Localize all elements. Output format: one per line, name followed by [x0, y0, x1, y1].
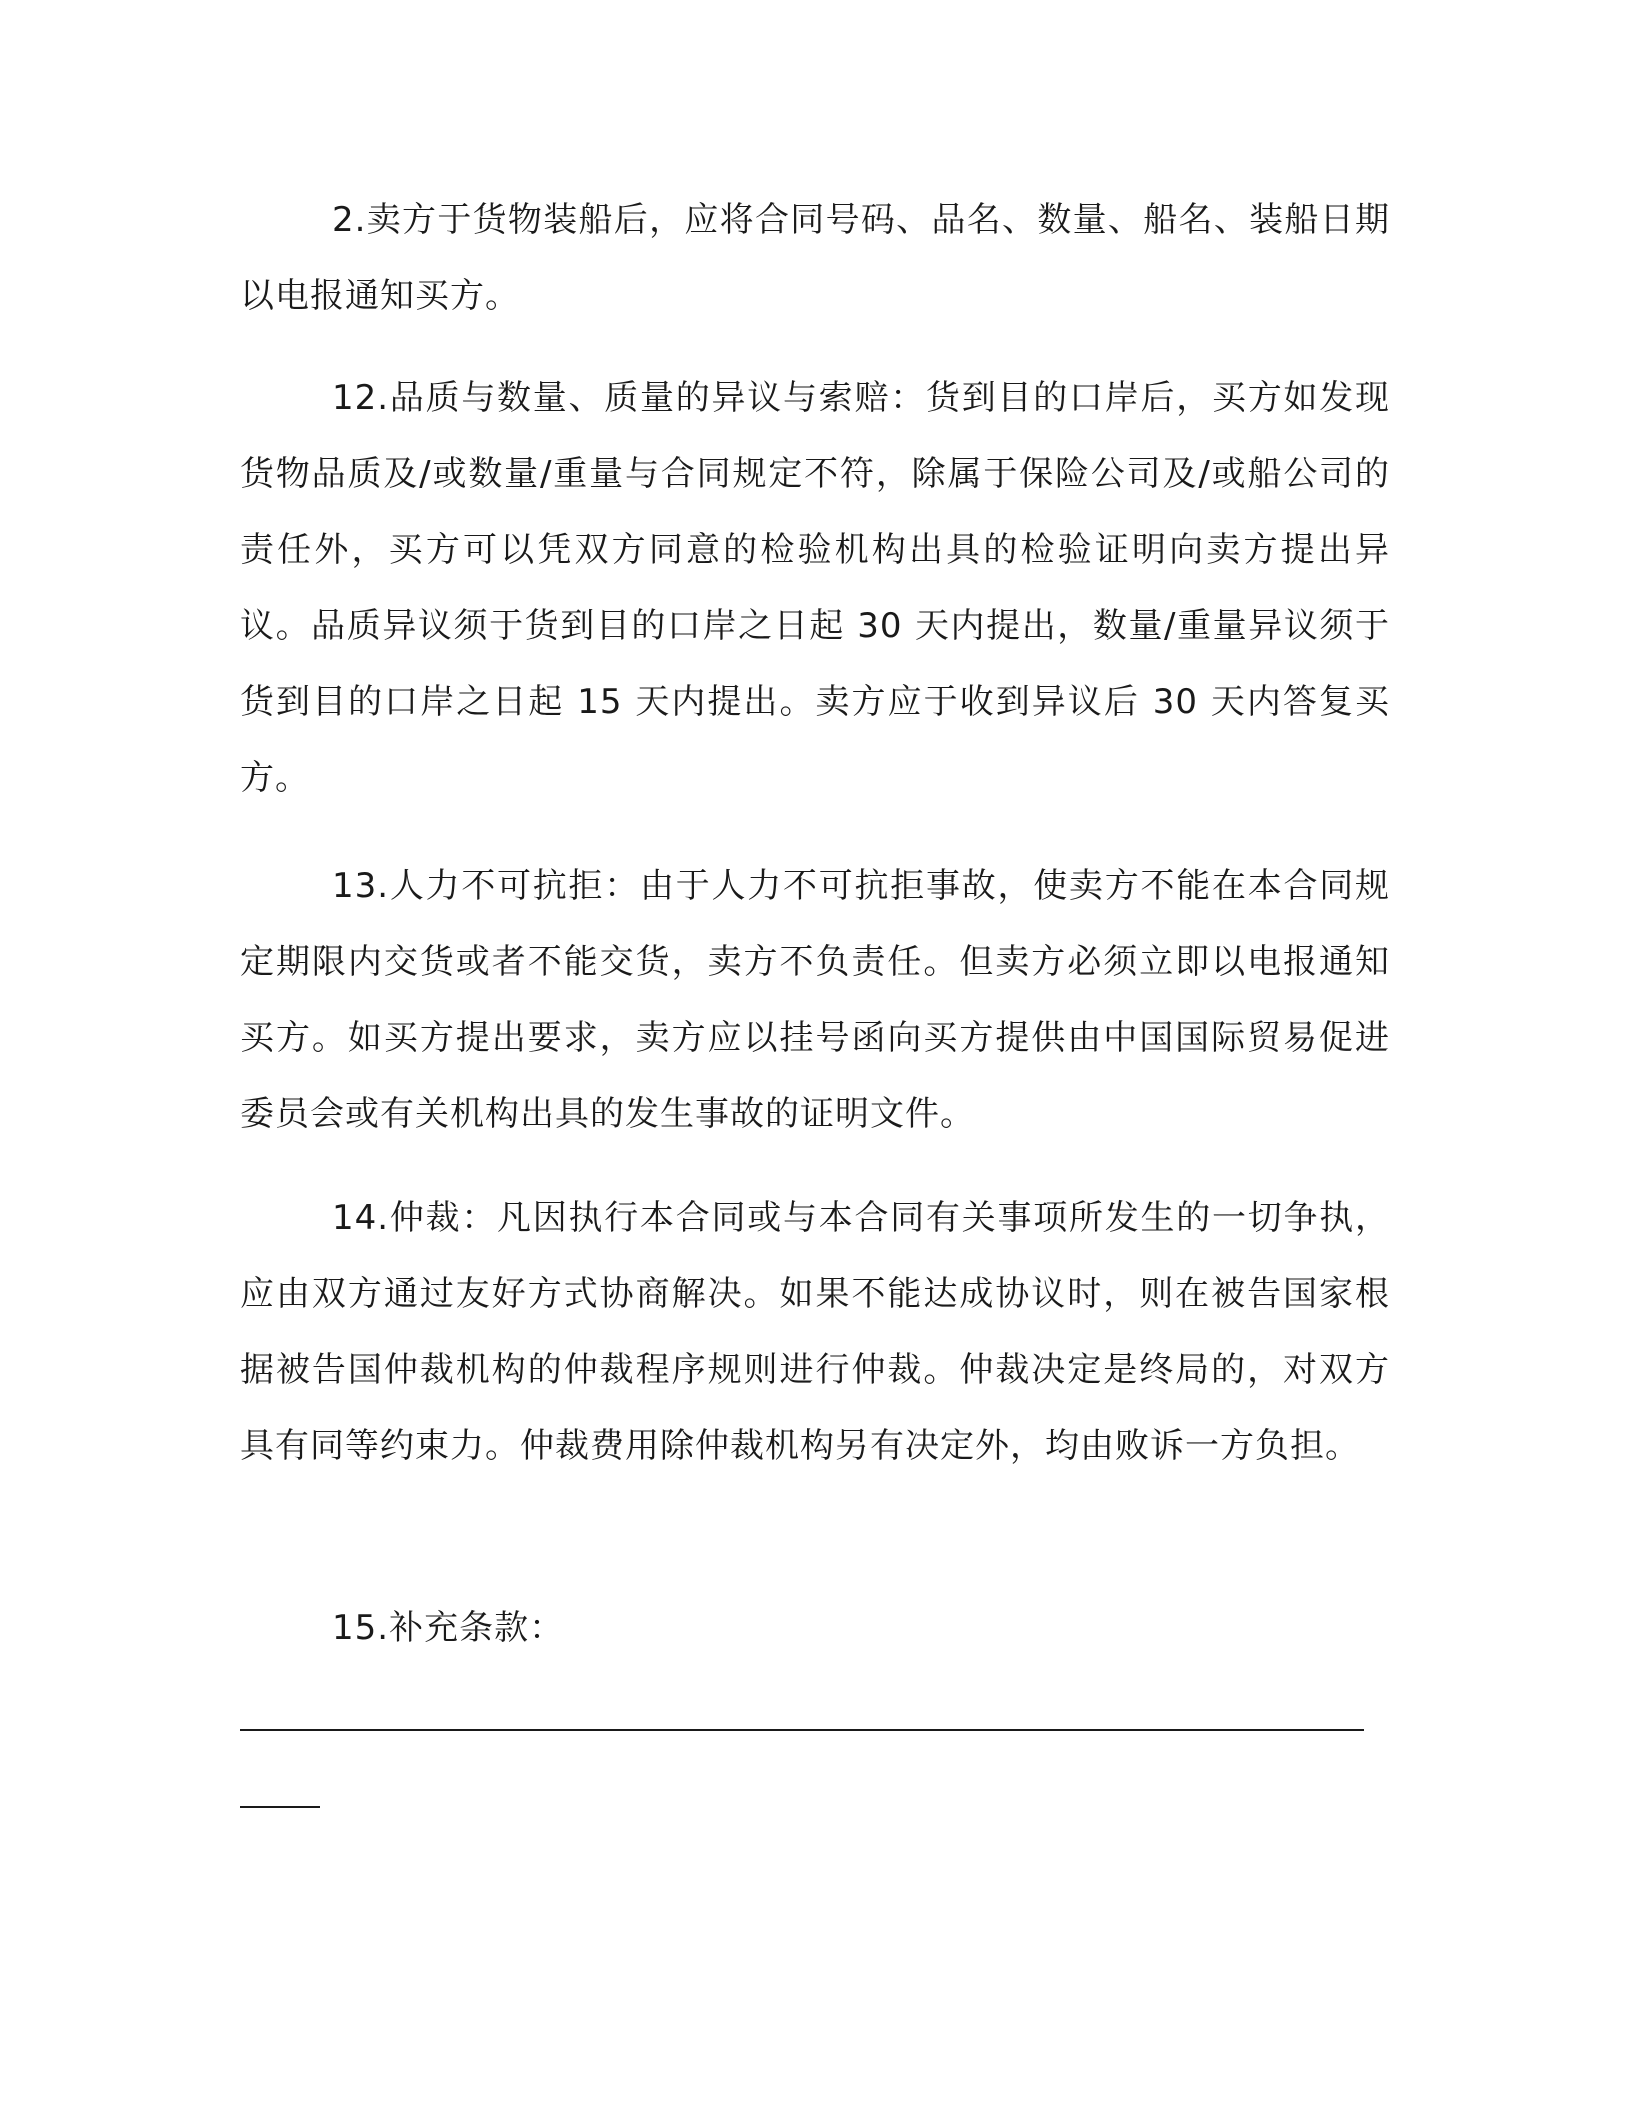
clause-12-paragraph: 12.品质与数量、质量的异议与索赔：货到目的口岸后，买方如发现货物品质及/或数量/重量与合同规定不符，除属于保险公司及/或船公司的责任外，买方可以凭双方同意的检验机构出具的检验证明向卖方提出异议。品质异议须于货到目的口岸之日起 30 天内提出，数量/重量异议须于货到目的口岸之日起 15 天内提出。卖方应于收到异议后 30 天内答复买方。 — [240, 378, 1390, 798]
supplementary-terms-blank-line-continued — [240, 1806, 320, 1808]
clause-13-paragraph: 13.人力不可抗拒：由于人力不可抗拒事故，使卖方不能在本合同规定期限内交货或者不能交货，卖方不负责任。但卖方必须立即以电报通知买方。如买方提出要求，卖方应以挂号函向买方提供由中国国际贸易促进委员会或有关机构出具的发生事故的证明文件。 — [240, 866, 1390, 1134]
clause-15-heading: 15.补充条款： — [332, 1608, 565, 1648]
clause-2-paragraph: 2.卖方于货物装船后，应将合同号码、品名、数量、船名、装船日期以电报通知买方。 — [240, 200, 1390, 316]
clause-14-paragraph: 14.仲裁：凡因执行本合同或与本合同有关事项所发生的一切争执，应由双方通过友好方式协商解决。如果不能达成协议时，则在被告国家根据被告国仲裁机构的仲裁程序规则进行仲裁。仲裁决定是终局的，对双方具有同等约束力。仲裁费用除仲裁机构另有决定外，均由败诉一方负担。 — [240, 1198, 1390, 1466]
supplementary-terms-blank-line — [240, 1729, 1364, 1731]
